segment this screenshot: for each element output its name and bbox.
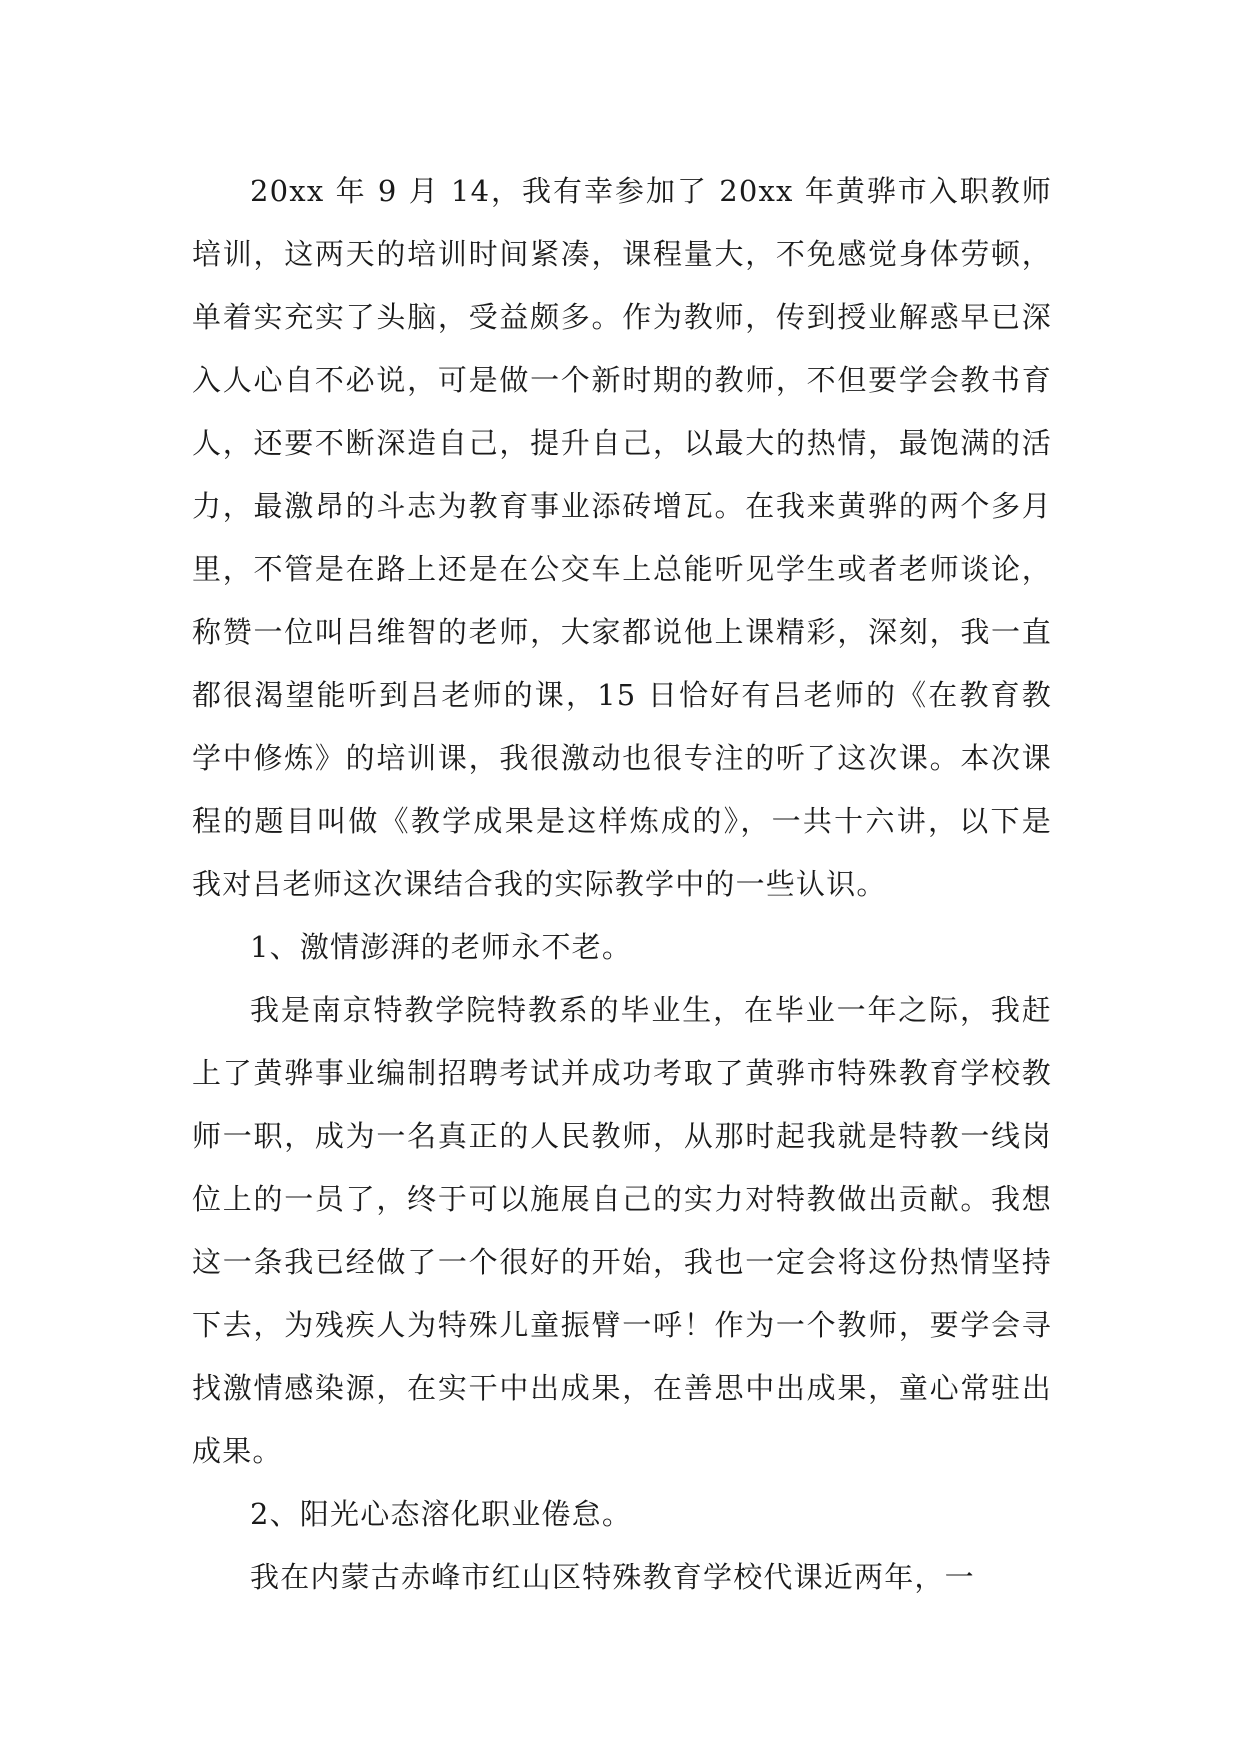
paragraph-intro: 20xx 年 9 月 14，我有幸参加了 20xx 年黄骅市入职教师培训，这两天的培训时间紧凑，课程量大，不免感觉身体劳顿，单着实充实了头脑，受益颇多。作为教师，传到授业解惑早已深入人心自不必说，可是做一个新时期的教师，不但要学会教书育人，还要不断深造自己，提升自己，以最大的热情，最饱满的活力，最激昂的斗志为教育事业添砖增瓦。在我来黄骅的两个多月里，不管是在路上还是在公交车上总能听见学生或者老师谈论，称赞一位叫吕维智的老师，大家都说他上课精彩，深刻，我一直都很渴望能听到吕老师的课，15 日恰好有吕老师的《在教育教学中修炼》的培训课，我很激动也很专注的听了这次课。本次课程的题目叫做《教学成果是这样炼成的》，一共十六讲，以下是我对吕老师这次课结合我的实际教学中的一些认识。 xyxy=(192,174,1052,901)
document-body xyxy=(192,160,1052,1609)
paragraph-point-1: 我是南京特教学院特教系的毕业生，在毕业一年之际，我赶上了黄骅事业编制招聘考试并成功考取了黄骅市特殊教育学校教师一职，成为一名真正的人民教师，从那时起我就是特教一线岗位上的一员了，终于可以施展自己的实力对特教做出贡献。我想这一条我已经做了一个很好的开始，我也一定会将这份热情坚持下去，为残疾人为特殊儿童振臂一呼！作为一个教师，要学会寻找激情感染源，在实干中出成果，在善思中出成果，童心常驻出成果。 xyxy=(192,993,1052,1468)
paragraph-point-2: 我在内蒙古赤峰市红山区特殊教育学校代课近两年，一 xyxy=(250,1560,975,1594)
heading-point-1: 1、激情澎湃的老师永不老。 xyxy=(250,930,633,964)
heading-point-2: 2、阳光心态溶化职业倦怠。 xyxy=(250,1497,633,1531)
